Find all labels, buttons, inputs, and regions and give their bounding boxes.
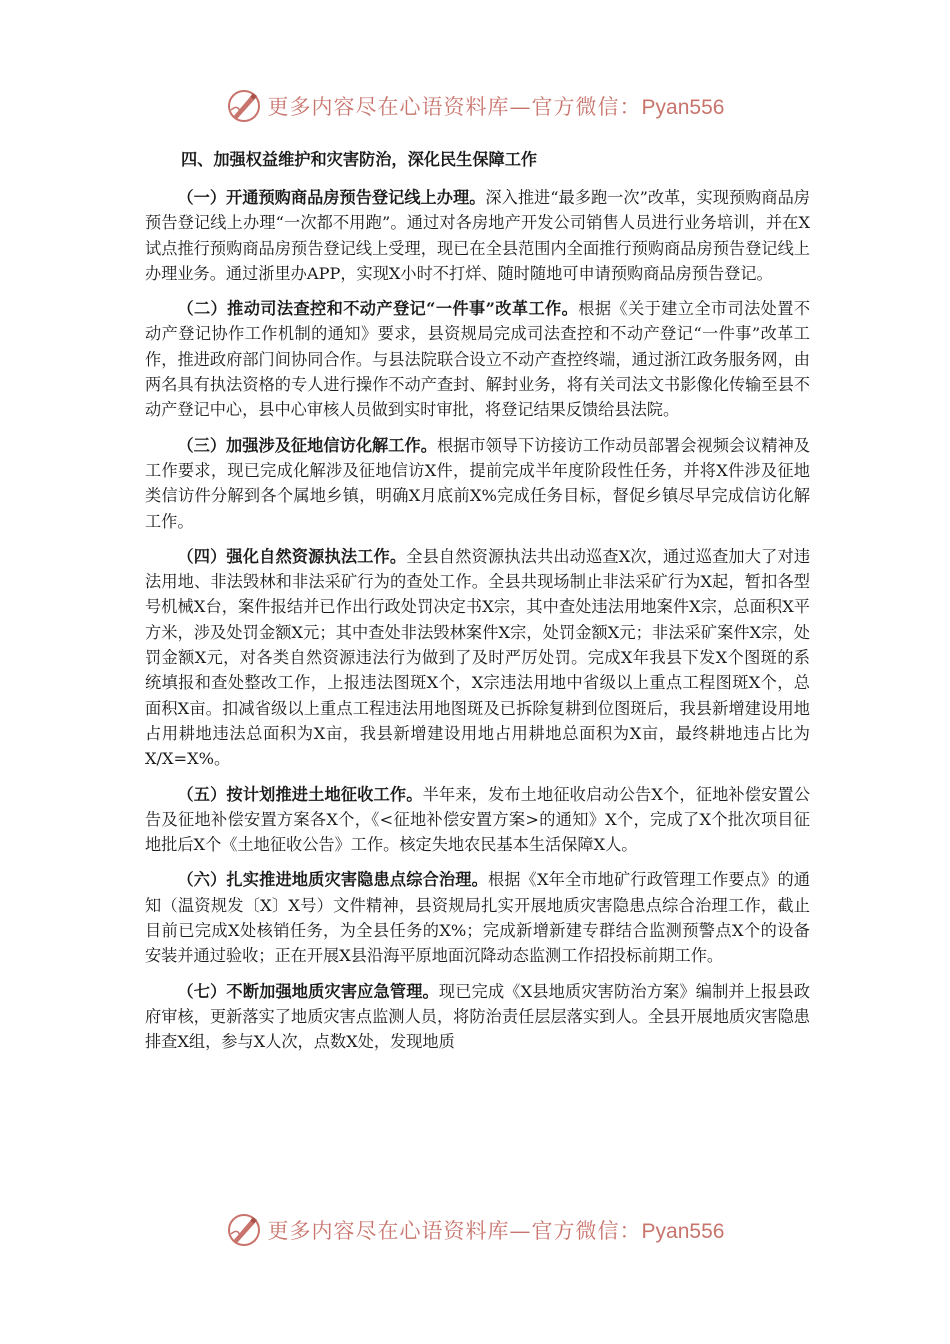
paragraph-2 — [145, 296, 810, 422]
paragraph-1 — [145, 185, 810, 286]
paragraph-text: 根据《关于建立全市司法处置不动产登记协作工作机制的通知》要求，县资规局完成司法查控和不动产登记“一件事”改革工作，推进政府部门间协同合作。与县法院联合设立不动产查控终端，通过浙江政务服务网，由两名具有执法资格的专人进行操作不动产查封、解封业务，将有关司法文书影像化传输至县不动产登记中心，县中心审核人员做到实时审批，将登记结果反馈给县法院。 — [145, 299, 811, 420]
paragraph-title: （三）加强涉及征地信访化解工作。 — [177, 435, 437, 455]
paragraph-title: （七）不断加强地质灾害应急管理。 — [177, 981, 439, 1001]
banner-wechat-id: Pyan556 — [641, 1220, 725, 1243]
paragraph-7 — [145, 979, 810, 1055]
footer-banner — [0, 1208, 950, 1252]
banner-text: 更多内容尽在心语资料库—官方微信：Pyan556 — [267, 95, 725, 119]
paragraph-3 — [145, 433, 810, 534]
paragraph-title: （四）强化自然资源执法工作。 — [177, 546, 407, 566]
paragraph-text: 半年来，发布土地征收启动公告X个，征地补偿安置公告及征地补偿安置方案各X个，《<征地补偿安置方案>的通知》X个，完成了X个批次项目征地批后X个《土地征收公告》工作。核定失地农民基本生活保障X人。 — [145, 784, 811, 855]
paragraph-title: （一）开通预购商品房预告登记线上办理。 — [177, 188, 486, 207]
document-body — [145, 147, 810, 1065]
pen-logo-icon — [226, 88, 262, 124]
banner-text: 更多内容尽在心语资料库—官方微信：Pyan556 — [267, 1219, 725, 1243]
paragraph-text: 全县自然资源执法共出动巡查X次，通过巡查加大了对违法用地、非法毁林和非法采矿行为的查处工作。全县共现场制止非法采矿行为X起，暂扣各型号机械X台，案件报结并已作出行政处罚决定书X宗，其中查处违法用地案件X宗，总面积X平方米，涉及处罚金额X元；其中查处非法毁林案件X宗，处罚金额X元；非法采矿案件X宗，处罚金额X元，对各类自然资源违法行为做到了及时严厉处罚。完成X年我县下发X个图斑的系统填报和查处整改工作，上报违法图斑X个，X宗违法用地中省级以上重点工程图斑X个，总面积X亩。扣减省级以上重点工程违法用地图斑及已拆除复耕到位图斑后，我县新增建设用地占用耕地违法总面积为X亩，我县新增建设用地占用耕地总面积为X亩，最终耕地违占比为X/X=X%。 — [145, 546, 811, 769]
paragraph-6 — [145, 867, 810, 968]
banner-wechat-id: Pyan556 — [641, 96, 725, 119]
pen-logo-icon — [226, 1212, 262, 1248]
paragraph-text: 根据《X年全市地矿行政管理工作要点》的通知（温资规发〔X〕X号）文件精神，县资规局扎实开展地质灾害隐患点综合治理工作，截止目前已完成X处核销任务，为全县任务的X%；完成新增新建专群结合监测预警点X个的设备安装并通过验收；正在开展X县沿海平原地面沉降动态监测工作招投标前期工作。 — [145, 870, 810, 966]
section-heading: 四、加强权益维护和灾害防治，深化民生保障工作 — [181, 150, 538, 169]
paragraph-title: （六）扎实推进地质灾害隐患点综合治理。 — [177, 870, 488, 890]
paragraph-text: 现已完成《X县地质灾害防治方案》编制并上报县政府审核，更新落实了地质灾害点监测人员，将防治责任层层落实到人。全县开展地质灾害隐患排查X组，参与X人次，点数X处，发现地质 — [145, 981, 811, 1052]
paragraph-title: （二）推动司法查控和不动产登记“一件事”改革工作。 — [177, 299, 579, 319]
header-banner — [0, 84, 950, 128]
paragraph-title: （五）按计划推进土地征收工作。 — [177, 784, 423, 804]
paragraph-text: 根据市领导下访接访工作动员部署会视频会议精神及工作要求，现已完成化解涉及征地信访X件，提前完成半年度阶段性任务，并将X件涉及征地类信访件分解到各个属地乡镇，明确X月底前X%完成任务目标，督促乡镇尽早完成信访化解工作。 — [145, 435, 810, 531]
paragraph-5 — [145, 782, 810, 858]
paragraph-4 — [145, 544, 810, 772]
paragraph-text: 深入推进“最多跑一次”改革，实现预购商品房预告登记线上办理“一次都不用跑”。通过对各房地产开发公司销售人员进行业务培训，并在X试点推行预购商品房预告登记线上受理，现已在全县范围内全面推行预购商品房预告登记线上办理业务。通过浙里办APP，实现X小时不打烊、随时随地可申请预购商品房预告登记。 — [145, 188, 810, 283]
